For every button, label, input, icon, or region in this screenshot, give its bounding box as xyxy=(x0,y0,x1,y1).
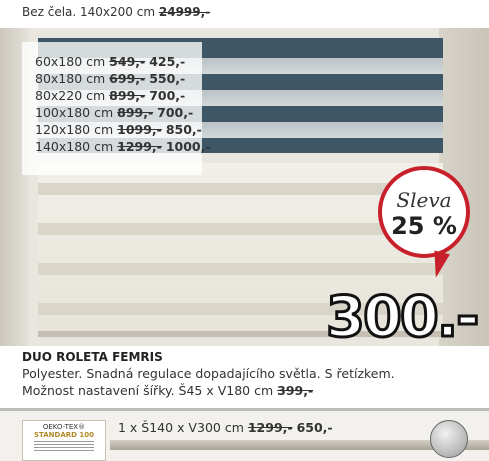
size-label: 120x180 cm xyxy=(35,122,114,137)
size-row xyxy=(35,122,202,137)
oeko-tex-title: OEKO-TEX® xyxy=(42,423,86,431)
size-old-price: 899,- xyxy=(117,105,154,120)
oeko-tex-fine-print xyxy=(34,441,94,451)
size-label: 140x180 cm xyxy=(35,139,114,154)
size-new-price: 700,- xyxy=(157,105,194,120)
size-row xyxy=(35,71,185,86)
product-description-line xyxy=(22,383,313,398)
top-band xyxy=(0,0,489,28)
main-price: 300.- xyxy=(326,285,478,350)
size-label: 80x220 cm xyxy=(35,88,106,103)
size-new-price: 850,- xyxy=(165,122,202,137)
size-new-price: 550,- xyxy=(149,71,186,86)
product-description-line: Polyester. Snadná regulace dopadajícího světla. S řetízkem. xyxy=(22,366,395,381)
top-info-line xyxy=(22,5,210,19)
oeko-tex-logo xyxy=(22,420,106,461)
size-old-price: 1299,- xyxy=(117,139,162,154)
discount-label: Sleva xyxy=(396,188,452,212)
size-new-price: 700,- xyxy=(149,88,186,103)
bottom-size: 1 x Š140 x V300 cm xyxy=(118,420,244,435)
discount-value: 25 % xyxy=(391,212,457,240)
size-new-price: 425,- xyxy=(149,54,186,69)
size-old-price: 549,- xyxy=(109,54,146,69)
size-old-price: 899,- xyxy=(109,88,146,103)
size-old-price: 699,- xyxy=(109,71,146,86)
size-row xyxy=(35,105,193,120)
size-row xyxy=(35,54,185,69)
product-title: DUO ROLETA FEMRIS xyxy=(22,350,163,364)
size-label: 100x180 cm xyxy=(35,105,114,120)
size-row xyxy=(35,88,185,103)
size-new-price: 1000,- xyxy=(165,139,211,154)
product-old-price: 399,- xyxy=(277,383,314,398)
oeko-tex-standard: STANDARD 100 xyxy=(33,431,95,439)
size-label: 80x180 cm xyxy=(35,71,106,86)
bottom-new-price: 650,- xyxy=(296,420,333,435)
product-dimensions: Možnost nastavení šířky. Š45 x V180 cm xyxy=(22,383,274,398)
bottom-old-price: 1299,- xyxy=(247,420,293,435)
rod-knob xyxy=(430,420,468,458)
size-row xyxy=(35,139,211,154)
blind-light-band xyxy=(38,263,443,275)
top-old-price: 24999,- xyxy=(158,5,211,19)
size-old-price: 1099,- xyxy=(117,122,162,137)
bottom-size-line xyxy=(118,420,333,435)
size-label: 60x180 cm xyxy=(35,54,106,69)
top-info-text: Bez čela. 140x200 cm xyxy=(22,5,156,19)
